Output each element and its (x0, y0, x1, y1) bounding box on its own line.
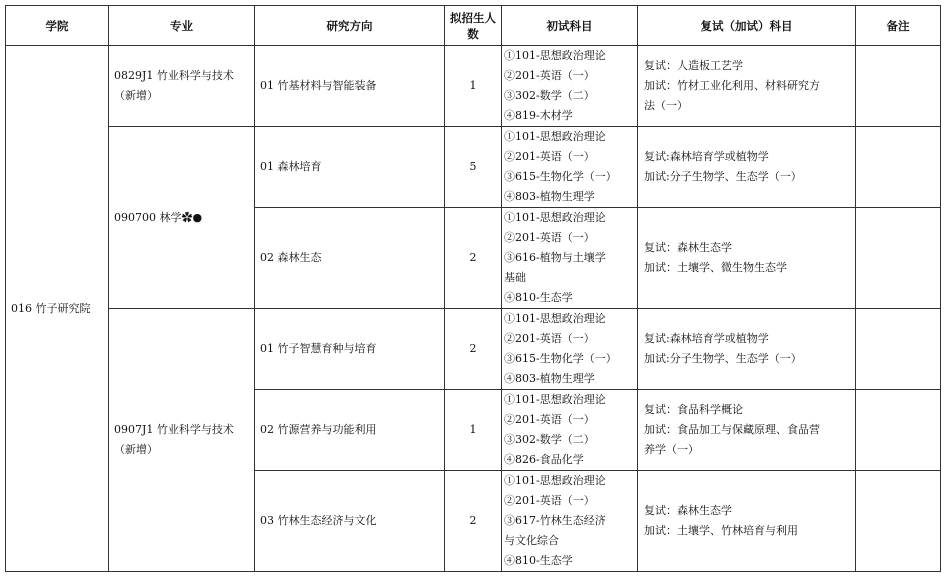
quota-cell: 1 (445, 390, 502, 471)
exam-subject: ④803-植物生理学 (504, 190, 595, 203)
exam-subject: ②201-英语（一） (504, 150, 595, 163)
retest-line: 复试:森林培育学或植物学 (644, 332, 769, 345)
major-cell: 0907J1 竹业科学与技术（新增） (109, 309, 255, 572)
exam-subject: ④810-生态学 (504, 291, 573, 304)
remark-cell (856, 309, 941, 390)
exam-cell (502, 127, 638, 208)
exam-subject: ②201-英语（一） (504, 332, 595, 345)
exam-cell (502, 46, 638, 127)
header-exam: 初试科目 (502, 6, 638, 46)
retest-cell (638, 208, 856, 309)
exam-subject: ①101-思想政治理论 (504, 211, 606, 224)
quota-cell: 1 (445, 46, 502, 127)
exam-subject: ④810-生态学 (504, 554, 573, 567)
exam-subject: ③615-生物化学（一） (504, 352, 617, 365)
header-retest: 复试（加试）科目 (638, 6, 856, 46)
retest-line: 复试:森林培育学或植物学 (644, 150, 769, 163)
major-cell: 0829J1 竹业科学与技术（新增） (109, 46, 255, 127)
retest-line: 加试:分子生物学、生态学（一） (644, 352, 802, 365)
exam-cell (502, 390, 638, 471)
header-quota: 拟招生人数 (445, 6, 502, 46)
retest-line: 加试:分子生物学、生态学（一） (644, 170, 802, 183)
exam-subject: ②201-英语（一） (504, 231, 595, 244)
header-major: 专业 (109, 6, 255, 46)
remark-cell (856, 46, 941, 127)
exam-subject: ②201-英语（一） (504, 413, 595, 426)
exam-subject: ④819-木材学 (504, 109, 573, 122)
table-row (6, 127, 941, 208)
exam-subject: ③617-竹林生态经济 (504, 514, 606, 527)
retest-line: 复试：人造板工艺学 (644, 59, 743, 72)
school-cell: 016 竹子研究院 (6, 46, 109, 572)
remark-cell (856, 208, 941, 309)
remark-cell (856, 471, 941, 572)
retest-line: 法（一） (644, 99, 688, 112)
remark-cell (856, 127, 941, 208)
retest-cell (638, 471, 856, 572)
direction-cell: 02 森林生态 (255, 208, 445, 309)
header-direction: 研究方向 (255, 6, 445, 46)
exam-subject: ①101-思想政治理论 (504, 49, 606, 62)
direction-cell: 01 竹基材料与智能装备 (255, 46, 445, 127)
exam-cell (502, 208, 638, 309)
quota-cell: 2 (445, 208, 502, 309)
remark-cell (856, 390, 941, 471)
retest-line: 复试：食品科学概论 (644, 403, 743, 416)
retest-line: 复试：森林生态学 (644, 504, 732, 517)
header-remark: 备注 (856, 6, 941, 46)
direction-cell: 01 森林培育 (255, 127, 445, 208)
exam-subject: ①101-思想政治理论 (504, 393, 606, 406)
retest-line: 复试：森林生态学 (644, 241, 732, 254)
retest-line: 加试：竹材工业化利用、材料研究方 (644, 79, 820, 92)
retest-line: 加试：土壤学、微生物生态学 (644, 261, 787, 274)
header-row (6, 6, 941, 46)
retest-cell (638, 390, 856, 471)
major-cell: 090700 林学✿● (109, 127, 255, 309)
exam-subject: ①101-思想政治理论 (504, 312, 606, 325)
exam-subject: ①101-思想政治理论 (504, 130, 606, 143)
retest-line: 养学（一） (644, 443, 699, 456)
table-row (6, 309, 941, 390)
retest-line: 加试：食品加工与保藏原理、食品营 (644, 423, 820, 436)
direction-cell: 02 竹源营养与功能利用 (255, 390, 445, 471)
direction-cell: 03 竹林生态经济与文化 (255, 471, 445, 572)
exam-subject: ③302-数学（二） (504, 433, 595, 446)
direction-cell: 01 竹子智慧育种与培育 (255, 309, 445, 390)
exam-subject: ④826-食品化学 (504, 453, 584, 466)
retest-cell (638, 309, 856, 390)
header-school: 学院 (6, 6, 109, 46)
retest-cell (638, 46, 856, 127)
exam-subject: ③616-植物与土壤学 (504, 251, 606, 264)
quota-cell: 2 (445, 471, 502, 572)
admissions-table (5, 5, 941, 572)
exam-subject: 与文化综合 (504, 534, 559, 547)
table-row (6, 46, 941, 127)
quota-cell: 2 (445, 309, 502, 390)
exam-subject: ②201-英语（一） (504, 69, 595, 82)
retest-line: 加试：土壤学、竹林培育与利用 (644, 524, 798, 537)
exam-subject: ③615-生物化学（一） (504, 170, 617, 183)
exam-cell (502, 471, 638, 572)
exam-subject: ②201-英语（一） (504, 494, 595, 507)
retest-cell (638, 127, 856, 208)
exam-cell (502, 309, 638, 390)
quota-cell: 5 (445, 127, 502, 208)
exam-subject: ③302-数学（二） (504, 89, 595, 102)
exam-subject: ①101-思想政治理论 (504, 474, 606, 487)
exam-subject: ④803-植物生理学 (504, 372, 595, 385)
exam-subject: 基础 (504, 271, 526, 284)
